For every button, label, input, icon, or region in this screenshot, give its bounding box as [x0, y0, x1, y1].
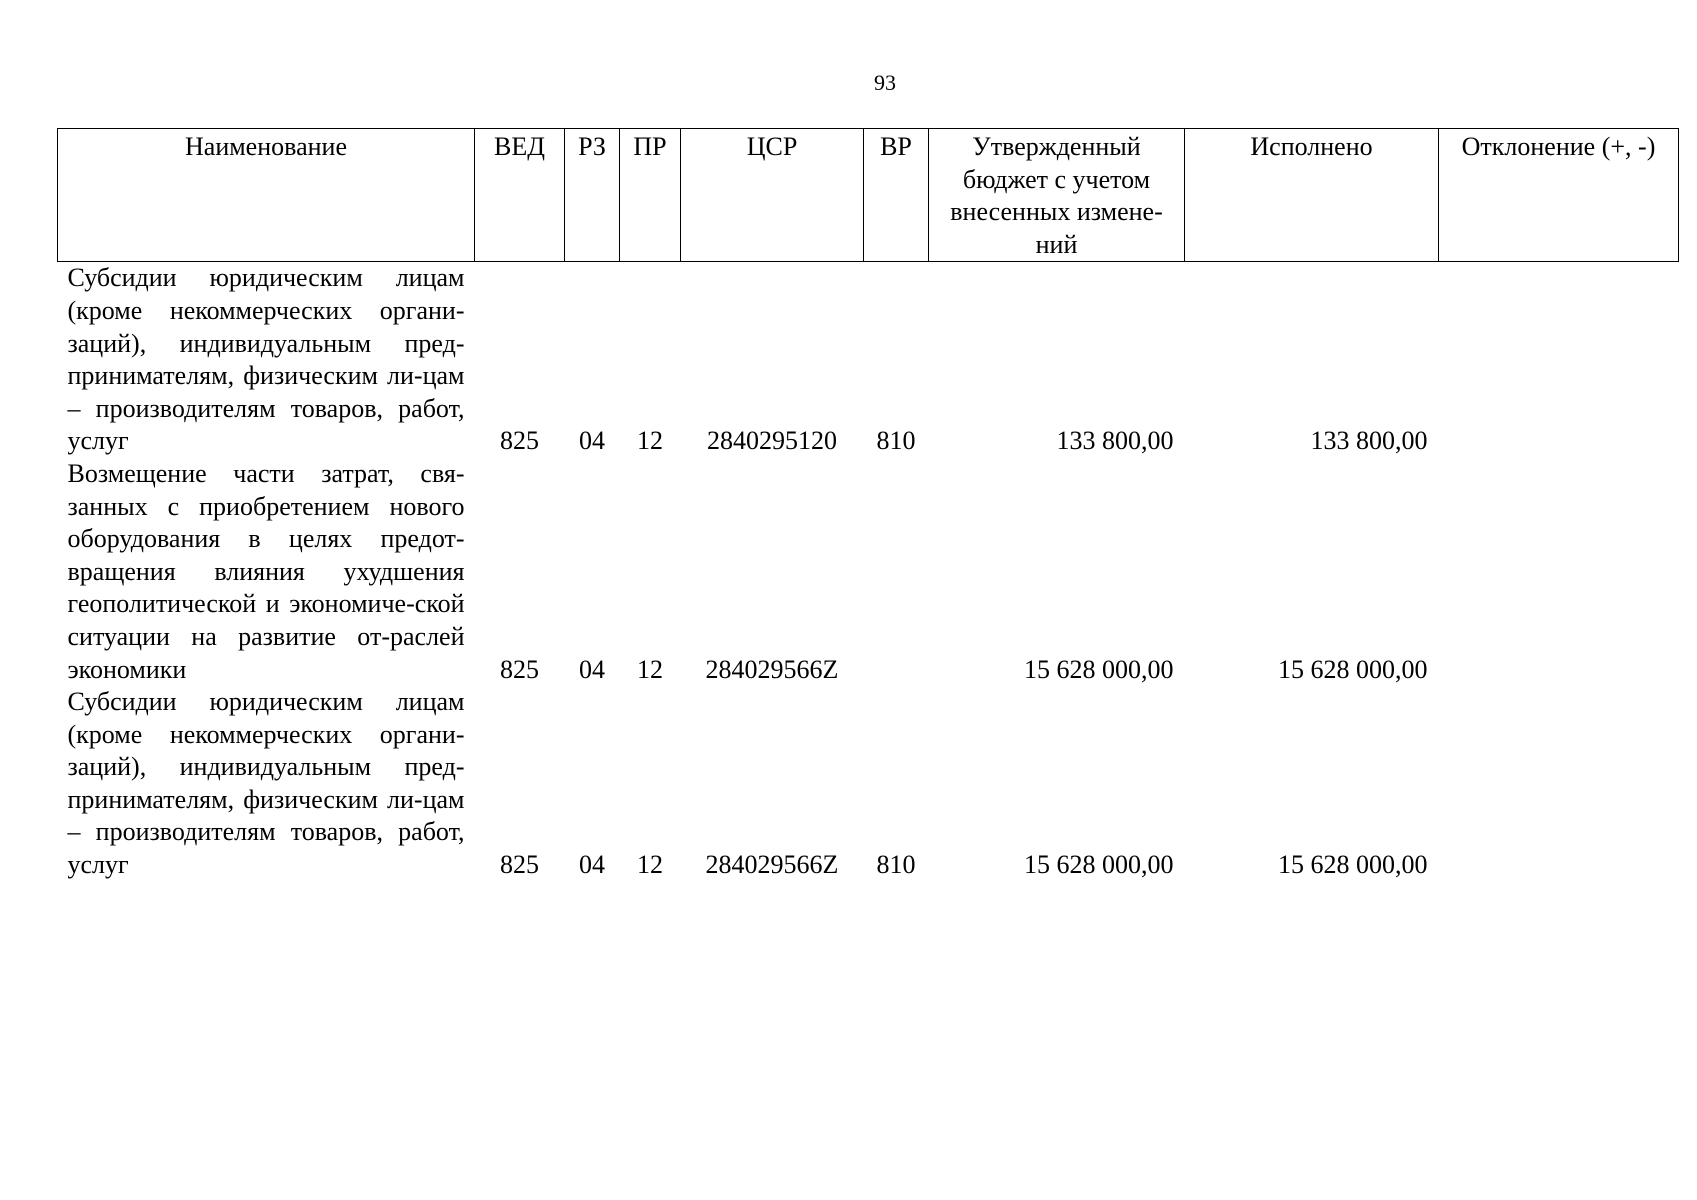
table-row [58, 262, 1679, 458]
header-pr: ПР [620, 129, 681, 262]
row-rz: 04 [579, 654, 605, 684]
row-vr: 810 [876, 426, 916, 456]
row-pr: 12 [637, 850, 663, 880]
row-approved: 15 628 000,00 [1024, 850, 1174, 880]
table-header [58, 129, 1679, 262]
row-name: Субсидии юридическим лицам (кроме некоммерческих органи-заций), индивидуальным пред-принимателям, физическим ли-цам – производителям товаров, работ, услуг [67, 687, 465, 880]
row-csr: 284029566Z [705, 654, 839, 684]
table-row [58, 686, 1679, 882]
row-deviation [1439, 458, 1679, 686]
row-ved: 825 [500, 654, 539, 684]
row-pr: 12 [637, 426, 663, 456]
row-executed: 15 628 000,00 [1278, 654, 1428, 684]
table-row [58, 458, 1679, 686]
row-ved: 825 [500, 426, 539, 456]
budget-table [57, 128, 1679, 882]
row-approved: 15 628 000,00 [1024, 654, 1174, 684]
header-row [58, 129, 1679, 262]
row-deviation [1439, 262, 1679, 458]
header-approved: Утвержденный бюджет с учетом внесенных измене-ний [929, 129, 1185, 262]
row-name: Возмещение части затрат, свя-занных с приобретением нового оборудования в целях предот-вращения влияния ухудшения геополитической и экономиче-ской ситуации на развитие от-раслей экономики [67, 458, 465, 684]
header-executed: Исполнено [1185, 129, 1439, 262]
header-name: Наименование [58, 129, 475, 262]
row-csr: 2840295120 [707, 426, 837, 456]
header-csr: ЦСР [681, 129, 864, 262]
page-number: 93 [874, 70, 896, 95]
table-body [58, 262, 1679, 882]
row-vr: 810 [876, 850, 916, 880]
row-rz: 04 [579, 426, 605, 456]
header-deviation: Отклонение (+, -) [1439, 129, 1679, 262]
row-rz: 04 [579, 850, 605, 880]
header-rz: РЗ [565, 129, 620, 262]
row-csr: 284029566Z [705, 850, 839, 880]
row-vr [864, 458, 929, 686]
budget-table-container [57, 128, 1678, 882]
row-executed: 15 628 000,00 [1278, 850, 1428, 880]
header-vr: ВР [864, 129, 929, 262]
row-name: Субсидии юридическим лицам (кроме некоммерческих органи-заций), индивидуальным пред-принимателям, физическим ли-цам – производителям товаров, работ, услуг [67, 263, 465, 456]
row-deviation [1439, 686, 1679, 882]
row-executed: 133 800,00 [1310, 426, 1428, 456]
row-pr: 12 [637, 654, 663, 684]
row-approved: 133 800,00 [1056, 426, 1174, 456]
header-ved: ВЕД [475, 129, 565, 262]
row-ved: 825 [500, 850, 539, 880]
